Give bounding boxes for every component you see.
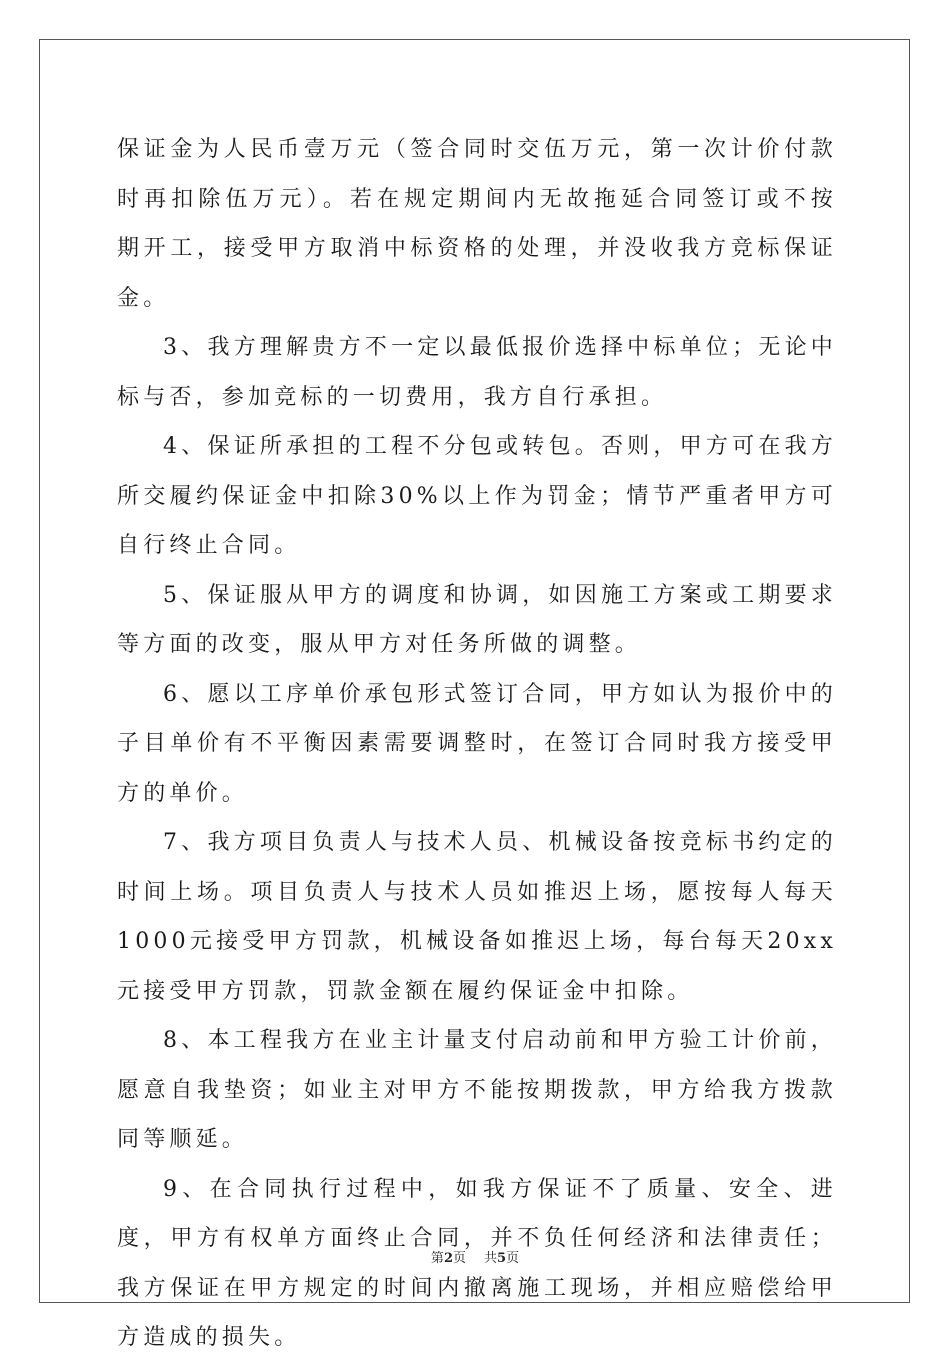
- paragraph-item-3: 3、我方理解贵方不一定以最低报价选择中标单位；无论中标与否，参加竞标的一切费用，我方自行承担。: [117, 335, 837, 410]
- total-page-count: 5: [497, 1251, 507, 1266]
- document-body: [117, 125, 837, 1363]
- paragraph-item-4: 4、保证所承担的工程不分包或转包。否则，甲方可在我方所交履约保证金中扣除30%以上作为罚金；情节严重者甲方可自行终止合同。: [117, 434, 837, 558]
- page-footer: [0, 1247, 950, 1266]
- paragraph-item-8: 8、本工程我方在业主计量支付启动前和甲方验工计价前，愿意自我垫资；如业主对甲方不能按期拨款，甲方给我方拨款同等顺延。: [117, 1028, 837, 1152]
- paragraph-item-9: 9、在合同执行过程中，如我方保证不了质量、安全、进度，甲方有权单方面终止合同，并不负任何经济和法律责任；我方保证在甲方规定的时间内撤离施工现场，并相应赔偿给甲方造成的损失。: [117, 1176, 837, 1350]
- paragraph-item-6: 6、愿以工序单价承包形式签订合同，甲方如认为报价中的子目单价有不平衡因素需要调整时，在签订合同时我方接受甲方的单价。: [117, 681, 837, 806]
- paragraph-continuation: 保证金为人民币壹万元（签合同时交伍万元，第一次计价付款时再扣除伍万元）。若在规定期间内无故拖延合同签订或不按期开工，接受甲方取消中标资格的处理，并没收我方竞标保证金。: [117, 137, 837, 311]
- page-prefix: 第: [430, 1251, 444, 1266]
- current-page-number: 2: [443, 1251, 453, 1266]
- total-suffix: 页: [506, 1251, 520, 1266]
- paragraph-item-5: 5、保证服从甲方的调度和协调，如因施工方案或工期要求等方面的改变，服从甲方对任务所做的调整。: [117, 582, 837, 657]
- page-suffix: 页: [452, 1251, 466, 1266]
- paragraph-item-7: 7、我方项目负责人与技术人员、机械设备按竞标书约定的时间上场。项目负责人与技术人员如推迟上场，愿按每人每天1000元接受甲方罚款，机械设备如推迟上场，每台每天20xx元接受甲方罚款，罚款金额在履约保证金中扣除。: [117, 830, 837, 1004]
- total-prefix: 共: [484, 1251, 498, 1266]
